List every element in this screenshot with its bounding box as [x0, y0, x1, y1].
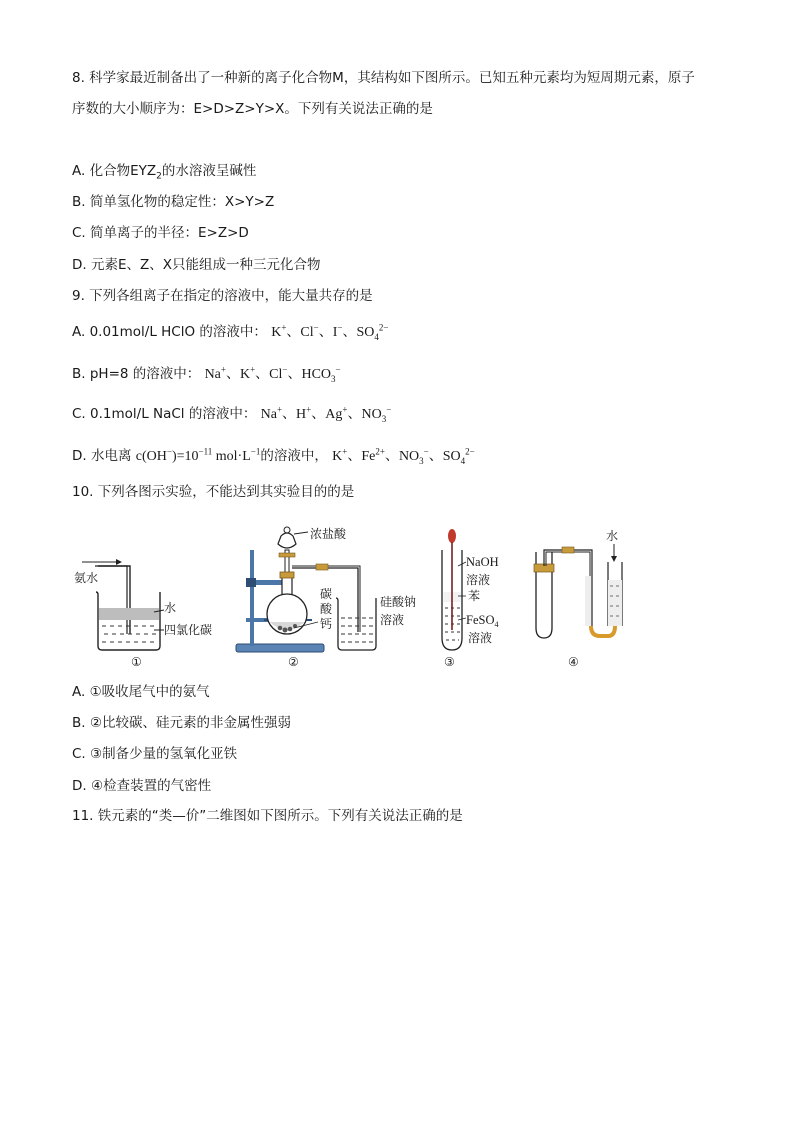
- figure-number-4: ④: [568, 655, 579, 669]
- delivery-tube: [98, 566, 130, 634]
- q10-option-b: B. ②比较碳、硅元素的非金属性强弱: [72, 715, 291, 731]
- label-naoh: NaOH: [466, 555, 499, 569]
- q10-option-c: C. ③制备少量的氢氧化亚铁: [72, 746, 238, 762]
- stand-rod: [250, 550, 254, 646]
- q9-c-ions: Na+、H+、Ag+、$NO_3^-$: [260, 404, 392, 424]
- arrow-head-icon: [116, 559, 122, 565]
- q11-stem: 11. 铁元素的“类—价”二维图如下图所示。下列有关说法正确的是: [72, 808, 463, 824]
- q9-a-ions: K+、Cl−、I−、$SO_4^{2-}$: [271, 322, 389, 342]
- label-feso4-2: 溶液: [468, 631, 493, 645]
- q8-option-a: [72, 161, 256, 181]
- q9-d-ions: K+、$Fe^{2+}$、$NO_3^-$、$SO_4^{2-}$: [332, 446, 475, 466]
- q8-stem-line1: 8. 科学家最近制备出了一种新的离子化合物M，其结构如下图所示。已知五种元素均为短周期元素，原子: [72, 70, 695, 86]
- left-water-column: [585, 576, 591, 626]
- q9-d-prefix: D. 水电离: [72, 448, 136, 464]
- q9-c-prefix: C. 0.1mol/L NaCl 的溶液中：: [72, 406, 257, 422]
- q9-b-ions: Na+、K+、Cl−、$HCO_3^-$: [204, 364, 341, 384]
- q9-option-b: [72, 364, 341, 385]
- label-feso4: FeSO$_4$: [466, 613, 499, 629]
- q8-stem-line2: 序数的大小顺序为：E>D>Z>Y>X。下列有关说法正确的是: [72, 101, 433, 117]
- q9-option-c: [72, 404, 391, 425]
- q9-option-d: [72, 446, 475, 467]
- q10-option-d: D. ④检查装置的气密性: [72, 778, 212, 794]
- q8-option-a-pre: A. 化合物EYZ: [72, 163, 157, 179]
- dropper-bulb: [448, 529, 456, 543]
- q9-d-condition: $c(OH^-)=10^{-11}$ $mol\cdot L^{-1}$: [135, 446, 261, 464]
- clamp-boss: [246, 578, 256, 587]
- q9-stem: 9. 下列各组离子在指定的溶液中，能大量共存的是: [72, 288, 373, 304]
- q9-a-prefix: A. 0.01mol/L HClO 的溶液中：: [72, 324, 267, 340]
- sodium-silicate-liquid: [341, 618, 373, 642]
- apparatus-2: [236, 526, 416, 669]
- q8-option-a-sub: 2: [156, 171, 162, 182]
- rubber-tube: [591, 626, 615, 636]
- pour-arrow-icon: [611, 556, 617, 562]
- q9-d-mid: 的溶液中，: [260, 448, 328, 464]
- connecting-tube: [544, 550, 592, 630]
- separatory-funnel: [278, 533, 296, 548]
- q10-stem: 10. 下列各图示实验，不能达到其实验目的的是: [72, 484, 355, 500]
- q10-option-a: A. ①吸收尾气中的氨气: [72, 684, 210, 700]
- q9-b-prefix: B. pH=8 的溶液中：: [72, 366, 201, 382]
- tube-connector: [562, 547, 574, 553]
- label-water: 水: [164, 601, 177, 615]
- label-na2sio3-2: 溶液: [380, 613, 405, 627]
- apparatus-3: [442, 529, 499, 669]
- water-layer: [99, 608, 159, 620]
- label-caco3-3: 钙: [320, 617, 333, 631]
- q8-option-b: B. 简单氢化物的稳定性：X>Y>Z: [72, 194, 275, 210]
- delivery-tube-inner: [95, 566, 127, 634]
- leader-hcl: [294, 532, 308, 534]
- apparatus-4: [534, 528, 622, 669]
- label-caco3-1: 碳: [320, 587, 333, 601]
- ccl4-layer: [102, 626, 156, 642]
- label-naoh-2: 溶液: [466, 573, 491, 587]
- label-caco3-2: 酸: [320, 602, 333, 616]
- funnel-stopper: [284, 527, 290, 533]
- label-water-4: 水: [606, 529, 619, 543]
- q9-option-a: [72, 322, 388, 343]
- apparatus-1: [74, 559, 212, 669]
- water-column: [608, 580, 622, 626]
- flask-stopper: [280, 572, 294, 578]
- stand-base: [236, 644, 324, 652]
- beaker-1: [96, 592, 160, 650]
- figure-number-3: ③: [444, 655, 455, 669]
- label-na2sio3-1: 硅酸钠: [380, 595, 417, 609]
- q8-option-a-post: 的水溶液呈碱性: [161, 163, 257, 179]
- label-ccl4: 四氯化碳: [164, 623, 213, 637]
- q10-apparatus-figure: [68, 522, 628, 672]
- label-benzene: 苯: [468, 589, 481, 603]
- q8-option-d: D. 元素E、Z、X只能组成一种三元化合物: [72, 257, 321, 273]
- label-ammonia: 氨水: [74, 571, 99, 585]
- rubber-connector: [316, 564, 328, 570]
- figure-number-2: ②: [288, 655, 299, 669]
- apparatus-svg: [68, 522, 628, 672]
- stopcock-icon: [279, 553, 295, 557]
- figure-number-1: ①: [131, 655, 142, 669]
- label-hcl: 浓盐酸: [310, 527, 347, 541]
- q8-option-c: C. 简单离子的半径：E>Z>D: [72, 225, 249, 241]
